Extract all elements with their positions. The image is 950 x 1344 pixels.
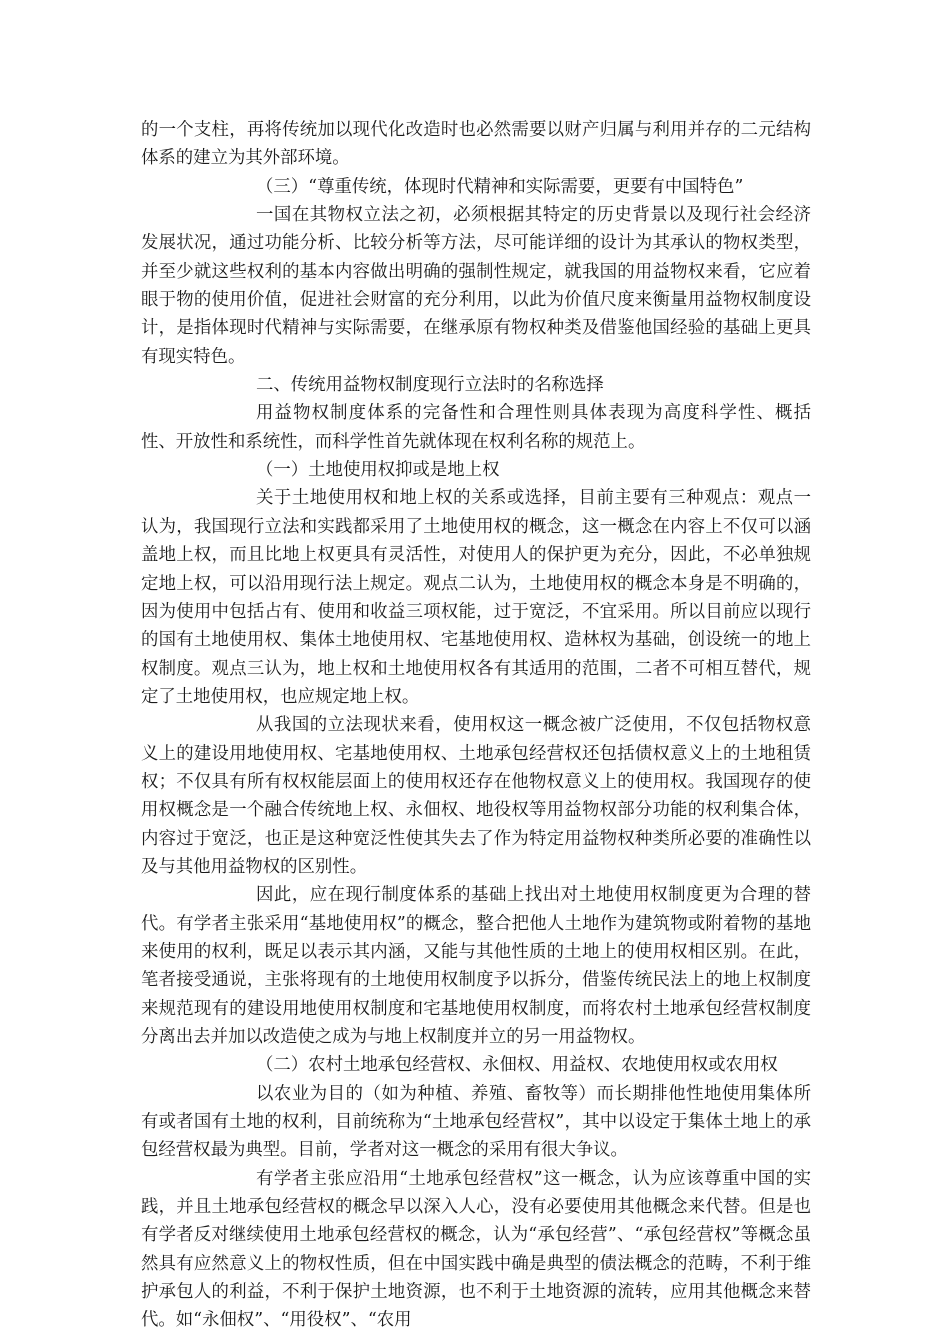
body-text [141,116,811,1335]
paragraph: 因此，应在现行制度体系的基础上找出对土地使用权制度更为合理的替代。有学者主张采用“基地使用权”的概念，整合把他人土地作为建筑物或附着物的基地来使用的权利，既足以表示其内涵，又能与其他性质的土地上的使用权相区别。在此，笔者接受通说，主张将现有的土地使用权制度予以拆分，借鉴传统民法上的地上权制度来规范现有的建设用地使用权制度和宅基地使用权制度，而将农村土地承包经营权制度分离出去并加以改造使之成为与地上权制度并立的另一用益物权。 [141,885,811,1047]
paragraph-continuation: 的一个支柱，再将传统加以现代化改造时也必然需要以财产归属与利用并存的二元结构体系的建立为其外部环境。 [141,120,811,169]
paragraph: 从我国的立法现状来看，使用权这一概念被广泛使用，不仅包括物权意义上的建设用地使用权、宅基地使用权、土地承包经营权还包括债权意义上的土地租赁权；不仅具有所有权权能层面上的使用权还存在他物权意义上的使用权。我国现存的使用权概念是一个融合传统地上权、永佃权、地役权等用益物权部分功能的权利集合体，内容过于宽泛，也正是这种宽泛性使其失去了作为特定用益物权种类所必要的准确性以及与其他用益物权的区别性。 [141,715,811,877]
paragraph: 关于土地使用权和地上权的关系或选择，目前主要有三种观点：观点一认为，我国现行立法和实践都采用了土地使用权的概念，这一概念在内容上不仅可以涵盖地上权，而且比地上权更具有灵活性，对使用人的保护更为充分，因此，不必单独规定地上权，可以沿用现行法上规定。观点二认为，土地使用权的概念本身是不明确的，因为使用中包括占有、使用和收益三项权能，过于宽泛，不宜采用。所以目前应以现行的国有土地使用权、集体土地使用权、宅基地使用权、造林权为基础，创设统一的地上权制度。观点三认为，地上权和土地使用权各有其适用的范围，二者不可相互替代，规定了土地使用权，也应规定地上权。 [141,488,811,707]
paragraph: 以农业为目的（如为种植、养殖、畜牧等）而长期排他性地使用集体所有或者国有土地的权利，目前统称为“土地承包经营权”，其中以设定于集体土地上的承包经营权最为典型。目前，学者对这一概念的采用有很大争议。 [141,1083,811,1161]
section-heading-3: （三）“尊重传统，体现时代精神和实际需要，更要有中国特色” [256,176,744,197]
subsection-heading-1: （一）土地使用权抑或是地上权 [256,460,500,481]
paragraph: 一国在其物权立法之初，必须根据其特定的历史背景以及现行社会经济发展状况，通过功能分析、比较分析等方法，尽可能详细的设计为其承认的物权类型，并至少就这些权利的基本内容做出明确的强制性规定，就我国的用益物权来看，它应着眼于物的使用价值，促进社会财富的充分利用，以此为价值尺度来衡量用益物权制度设计，是指体现时代精神与实际需要，在继承原有物权种类及借鉴他国经验的基础上更具有现实特色。 [141,205,811,367]
subsection-heading-2: （二）农村土地承包经营权、永佃权、用益权、农地使用权或农用权 [256,1055,778,1076]
section-heading-2: 二、传统用益物权制度现行立法时的名称选择 [256,375,604,396]
paragraph: 有学者主张应沿用“土地承包经营权”这一概念，认为应该尊重中国的实践，并且土地承包经营权的概念早以深入人心，没有必要使用其他概念来代替。但是也有学者反对继续使用土地承包经营权的概念，认为“承包经营”、“承包经营权”等概念虽然具有应然意义上的物权性质，但在中国实践中确是典型的债法概念的范畴，不利于维护承包人的利益，不利于保护土地资源，也不利于土地资源的流转，应用其他概念来替代。如“永佃权”、“用役权”、“农用 [141,1168,811,1331]
paragraph: 用益物权制度体系的完备性和合理性则具体表现为高度科学性、概括性、开放性和系统性，而科学性首先就体现在权利名称的规范上。 [141,403,811,452]
